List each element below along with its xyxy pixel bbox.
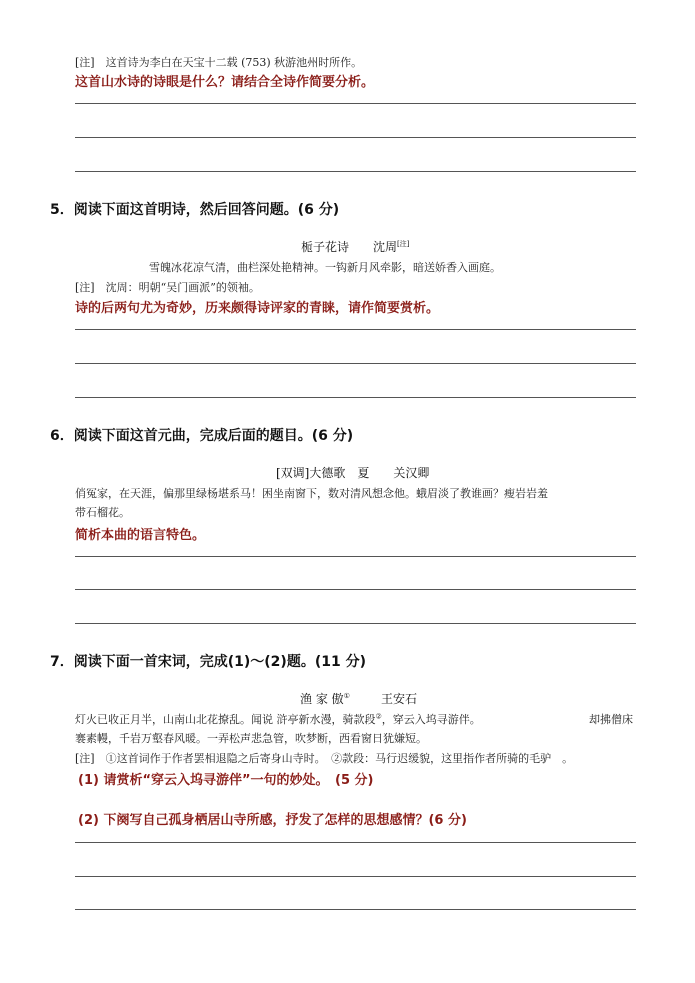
answer-line — [75, 589, 636, 590]
answer-line — [75, 329, 636, 330]
q7-author: 王安石 — [381, 692, 418, 706]
q6-question: 简析本曲的语言特色。 — [75, 528, 206, 543]
answer-line — [75, 842, 636, 843]
q6-song-title: [双调]大德歌 夏 关汉卿 — [276, 466, 430, 480]
top-question: 这首山水诗的诗眼是什么？请结合全诗作简要分析。 — [75, 75, 375, 90]
answer-line — [75, 556, 636, 557]
q6-song-text-line1: 俏冤家，在天涯，偏那里绿杨堪系马！困坐南窗下，数对清风想念他。蛾眉淡了教谁画？瘦岩岩羞 — [75, 487, 548, 500]
q7-title-note-mark: ① — [343, 692, 350, 700]
answer-line — [75, 363, 636, 364]
q5-title-note-mark: [注] — [397, 240, 410, 248]
q7-poem-line1-end: 却拂僧床 — [589, 713, 633, 726]
q5-note: [注] 沈周：明朝“吴门画派”的领袖。 — [75, 281, 260, 294]
q7-poem-line2: 褰素幔，千岩万壑春风暖。一弄松声悲急管，吹梦断，西看窗日犹嫌短。 — [75, 732, 427, 745]
q7-note: [注] ①这首词作于作者罢相退隐之后寄身山寺时。 ②款段：马行迟缓貌，这里指作者所骑的毛驴 。 — [75, 752, 574, 765]
answer-line — [75, 909, 636, 910]
q5-question: 诗的后两句尤为奇妙，历来颇得诗评家的青睐，请作简要赏析。 — [75, 301, 440, 316]
answer-line — [75, 171, 636, 172]
q7-note-mark-2: ② — [375, 712, 382, 721]
q7-heading: 7．阅读下面一首宋词，完成(1)～(2)题。(11 分) — [50, 654, 366, 670]
answer-line — [75, 876, 636, 877]
answer-line — [75, 397, 636, 398]
q5-poem-text: 雪魄冰花凉气清，曲栏深处艳精神。一钩新月风牵影，暗送娇香入画庭。 — [149, 261, 501, 274]
q7-poem-line1: 灯火已收正月半，山南山北花撩乱。闻说 浒亭新水漫，骑款段②，穿云入坞寻游伴。 — [75, 712, 481, 726]
q7-subquestion-2: (2) 下阕写自己孤身栖居山寺所感，抒发了怎样的思想感情？(6 分) — [78, 813, 467, 828]
q7-subquestion-1: (1) 请赏析“穿云入坞寻游伴”一句的妙处。 (5 分) — [78, 773, 374, 788]
q7-ci-title: 渔 家 傲① — [300, 692, 350, 706]
answer-line — [75, 103, 636, 104]
q6-song-text-line2: 带石榴花。 — [75, 506, 130, 519]
q5-heading: 5．阅读下面这首明诗，然后回答问题。(6 分) — [50, 202, 340, 218]
top-note: [注] 这首诗为李白在天宝十二载 (753) 秋游池州时所作。 — [75, 56, 363, 69]
q5-poem-title: 栀子花诗 沈周[注] — [301, 240, 410, 254]
answer-line — [75, 623, 636, 624]
q6-heading: 6．阅读下面这首元曲，完成后面的题目。(6 分) — [50, 428, 354, 444]
answer-line — [75, 137, 636, 138]
